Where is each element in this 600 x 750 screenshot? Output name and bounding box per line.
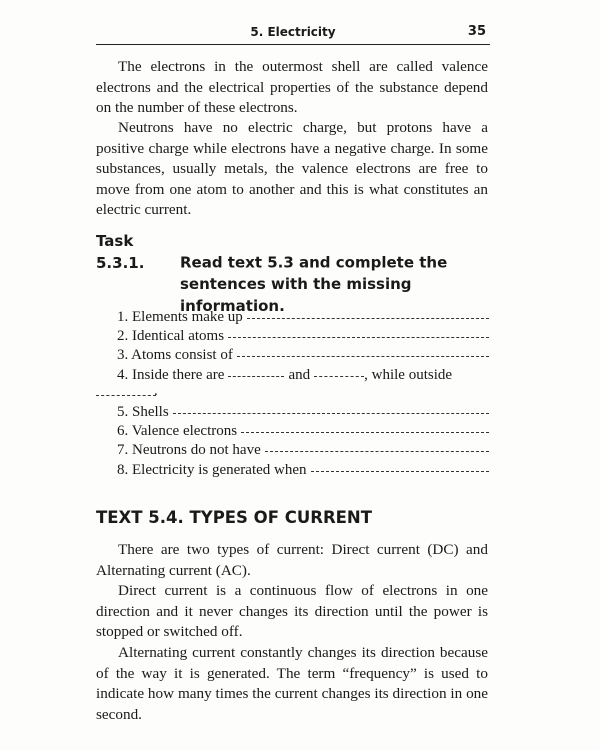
item-text: 4. Inside there are [117, 366, 225, 383]
item-text: 7. Neutrons do not have [117, 442, 261, 459]
task-title-line2: sentences with the missing [180, 275, 412, 293]
answer-blank[interactable] [241, 420, 489, 433]
item-connector: and [288, 366, 311, 383]
item-text: 5. Shells [117, 404, 169, 420]
task-heading [96, 231, 490, 317]
text54-paragraph-3: Alternating current constantly changes its direction because of the way it is generated. The term “frequency” is used to indicate how many times the current changes its direction in one second. [96, 644, 488, 723]
answer-blank[interactable] [314, 364, 364, 377]
answer-blank[interactable] [228, 364, 284, 377]
list-item [117, 346, 489, 365]
item-period: . [154, 383, 158, 399]
item-text: 8. Electricity is generated when [117, 461, 307, 478]
running-header [96, 22, 490, 45]
list-item [117, 461, 489, 480]
answer-blank[interactable] [311, 459, 489, 472]
task-title-line1: Read text 5.3 and complete the [180, 253, 448, 272]
item-text: 1. Elements make up [117, 309, 243, 325]
item-text: 6. Valence electrons [117, 423, 238, 440]
section-heading: TEXT 5.4. TYPES OF CURRENT [96, 508, 372, 527]
intro-paragraph-1: The electrons in the outermost shell are called valence electrons and the electrical properties of the substance depend on the number of these electrons. [96, 58, 488, 116]
answer-blank[interactable] [247, 306, 489, 319]
task-list-part-1 [117, 308, 489, 385]
answer-blank[interactable] [237, 344, 489, 357]
page-number: 35 [467, 24, 486, 39]
task-list-part-2 [117, 403, 489, 480]
task-number: Task 5.3.1. [96, 232, 145, 272]
answer-blank[interactable] [173, 401, 489, 414]
text54-paragraph-1: There are two types of current: Direct current (DC) and Alternating current (AC). [96, 541, 488, 579]
text54-paragraph-2: Direct current is a continuous flow of electrons in one direction and it never changes its direction until the power is stopped or switched off. [96, 582, 488, 640]
item-text: 3. Atoms consist of [117, 347, 233, 364]
list-item [117, 366, 489, 385]
intro-paragraph-2: Neutrons have no electric charge, but protons have a positive charge while electrons have a negative charge. In some substances, usually metals, the valence electrons are free to move from one atom to another and this is what constitutes an electric current. [96, 119, 488, 218]
answer-blank[interactable] [265, 439, 489, 452]
task-title-line3: information. [180, 296, 285, 315]
chapter-title: 5. Electricity [250, 25, 336, 39]
answer-blank[interactable] [96, 387, 156, 396]
item-text: 2. Identical atoms [117, 328, 225, 345]
item-continuation: , while outside [364, 366, 453, 383]
answer-blank[interactable] [228, 325, 489, 338]
